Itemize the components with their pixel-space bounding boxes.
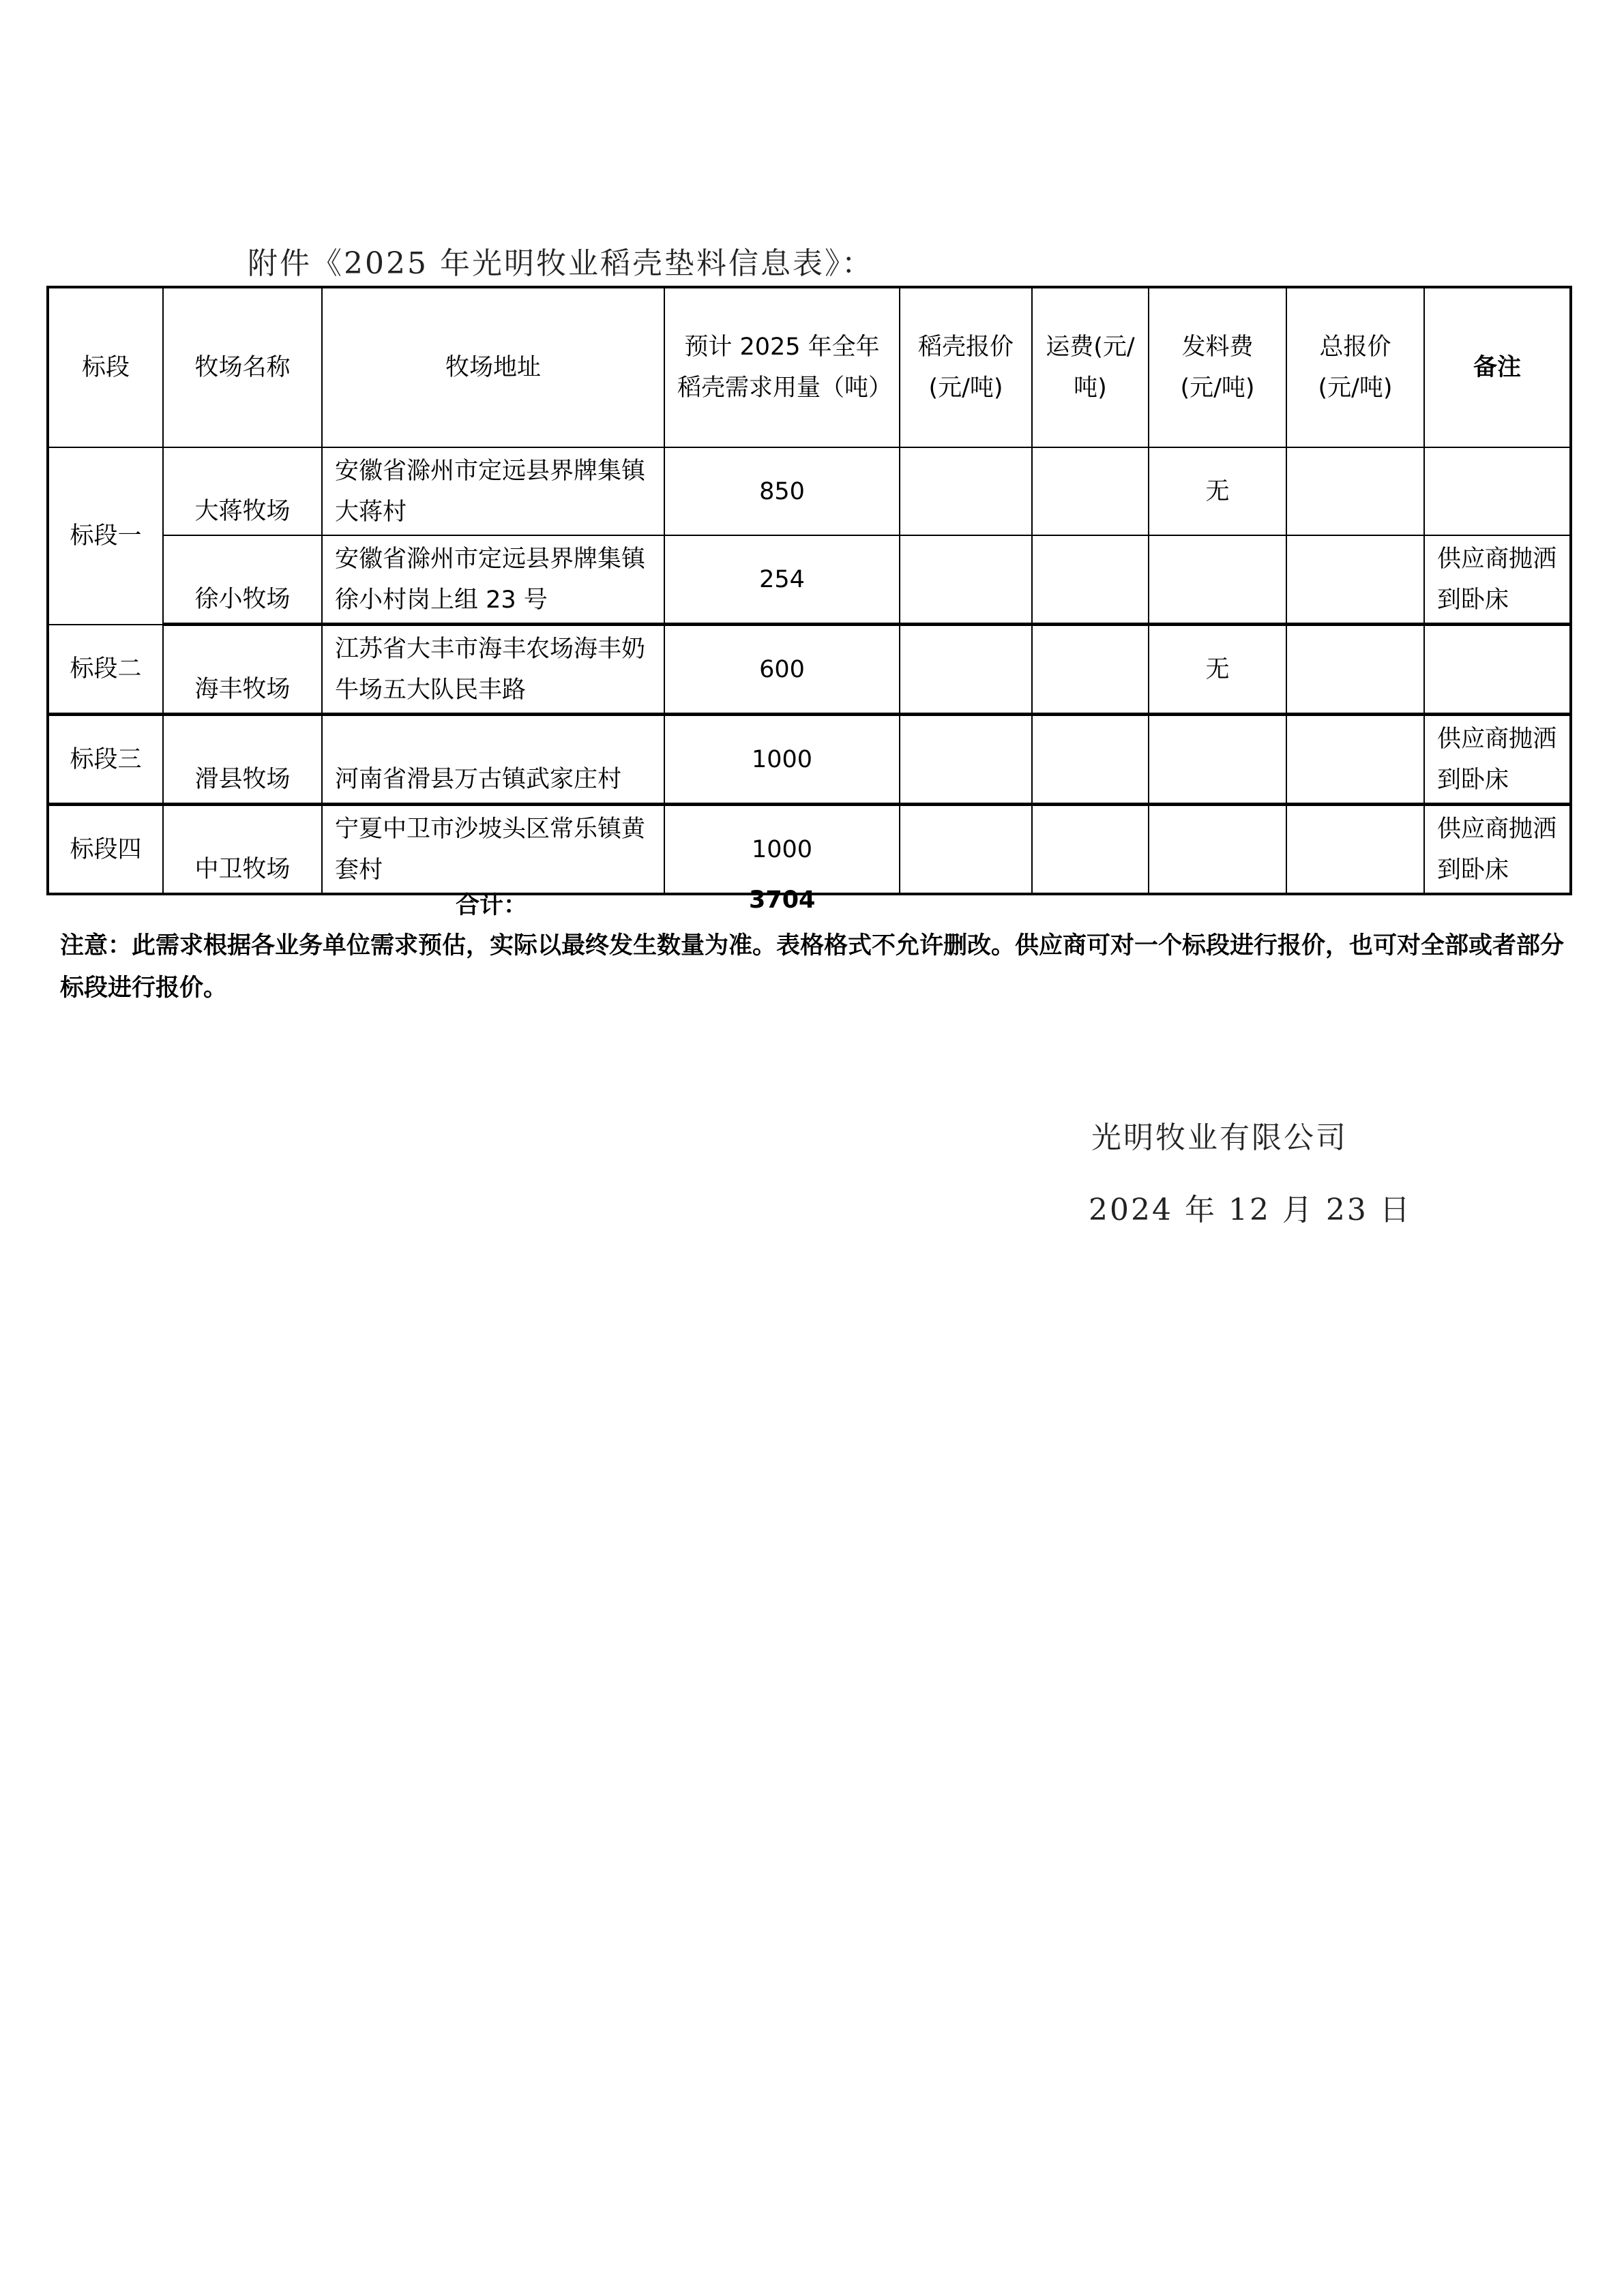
address-cell: 安徽省滁州市定远县界牌集镇徐小村岗上组 23 号 bbox=[322, 535, 664, 625]
freight-cell[interactable] bbox=[1032, 625, 1149, 715]
address-cell: 安徽省滁州市定远县界牌集镇大蒋村 bbox=[322, 447, 664, 535]
total-value: 3704 bbox=[749, 886, 816, 914]
demand-cell: 254 bbox=[664, 535, 900, 625]
table-row bbox=[48, 805, 1571, 895]
section-cell: 标段四 bbox=[48, 805, 163, 895]
header-section: 标段 bbox=[48, 287, 163, 447]
note-text: 注意：此需求根据各业务单位需求预估，实际以最终发生数量为准。表格格式不允许删改。供应商可对一个标段进行报价，也可对全部或者部分标段进行报价。 bbox=[60, 932, 1565, 1002]
table-row bbox=[48, 447, 1571, 535]
issuing-fee-cell: 无 bbox=[1149, 447, 1286, 535]
total-price-cell[interactable] bbox=[1286, 805, 1424, 895]
farm-name-cell: 海丰牧场 bbox=[163, 625, 322, 715]
remarks-cell: 供应商抛洒到卧床 bbox=[1424, 715, 1571, 805]
company-signature: 光明牧业有限公司 bbox=[1091, 1120, 1348, 1155]
issuing-fee-cell: 无 bbox=[1149, 625, 1286, 715]
document-title: 附件《2025 年光明牧业稻壳垫料信息表》： bbox=[248, 246, 874, 281]
header-demand: 预计 2025 年全年稻壳需求用量（吨） bbox=[664, 287, 900, 447]
demand-cell: 850 bbox=[664, 447, 900, 535]
table-row bbox=[48, 625, 1571, 715]
farm-name-cell: 中卫牧场 bbox=[163, 805, 322, 895]
farm-name-cell: 滑县牧场 bbox=[163, 715, 322, 805]
issuing-fee-cell bbox=[1149, 715, 1286, 805]
freight-cell[interactable] bbox=[1032, 535, 1149, 625]
signature-date: 2024 年 12 月 23 日 bbox=[1089, 1193, 1412, 1227]
demand-cell: 600 bbox=[664, 625, 900, 715]
section-cell: 标段三 bbox=[48, 715, 163, 805]
husk-price-cell[interactable] bbox=[900, 805, 1032, 895]
total-price-cell[interactable] bbox=[1286, 535, 1424, 625]
issuing-fee-cell bbox=[1149, 535, 1286, 625]
demand-cell: 1000 bbox=[664, 805, 900, 895]
header-farm-name: 牧场名称 bbox=[163, 287, 322, 447]
address-cell: 河南省滑县万古镇武家庄村 bbox=[322, 715, 664, 805]
total-label: 合计： bbox=[456, 892, 528, 919]
table-row bbox=[48, 535, 1571, 625]
table-header-row bbox=[48, 287, 1571, 447]
address-cell: 宁夏中卫市沙坡头区常乐镇黄套村 bbox=[322, 805, 664, 895]
husk-price-cell[interactable] bbox=[900, 447, 1032, 535]
issuing-fee-cell bbox=[1149, 805, 1286, 895]
total-price-cell[interactable] bbox=[1286, 625, 1424, 715]
farm-name-cell: 大蒋牧场 bbox=[163, 447, 322, 535]
address-cell: 江苏省大丰市海丰农场海丰奶牛场五大队民丰路 bbox=[322, 625, 664, 715]
remarks-cell bbox=[1424, 625, 1571, 715]
demand-cell: 1000 bbox=[664, 715, 900, 805]
section-cell: 标段二 bbox=[48, 625, 163, 715]
header-freight: 运费(元/吨) bbox=[1032, 287, 1149, 447]
info-table bbox=[46, 286, 1572, 895]
remarks-cell: 供应商抛洒到卧床 bbox=[1424, 805, 1571, 895]
section-cell: 标段一 bbox=[48, 447, 163, 625]
remarks-cell bbox=[1424, 447, 1571, 535]
remarks-cell: 供应商抛洒到卧床 bbox=[1424, 535, 1571, 625]
total-price-cell[interactable] bbox=[1286, 715, 1424, 805]
freight-cell[interactable] bbox=[1032, 447, 1149, 535]
husk-price-cell[interactable] bbox=[900, 715, 1032, 805]
total-price-cell[interactable] bbox=[1286, 447, 1424, 535]
table-row bbox=[48, 715, 1571, 805]
husk-price-cell[interactable] bbox=[900, 535, 1032, 625]
header-issuing-fee: 发料费(元/吨) bbox=[1149, 287, 1286, 447]
freight-cell[interactable] bbox=[1032, 715, 1149, 805]
farm-name-cell: 徐小牧场 bbox=[163, 535, 322, 625]
husk-price-cell[interactable] bbox=[900, 625, 1032, 715]
header-husk-price: 稻壳报价(元/吨) bbox=[900, 287, 1032, 447]
header-remarks: 备注 bbox=[1424, 287, 1571, 447]
freight-cell[interactable] bbox=[1032, 805, 1149, 895]
header-farm-address: 牧场地址 bbox=[322, 287, 664, 447]
header-total-price: 总报价(元/吨) bbox=[1286, 287, 1424, 447]
